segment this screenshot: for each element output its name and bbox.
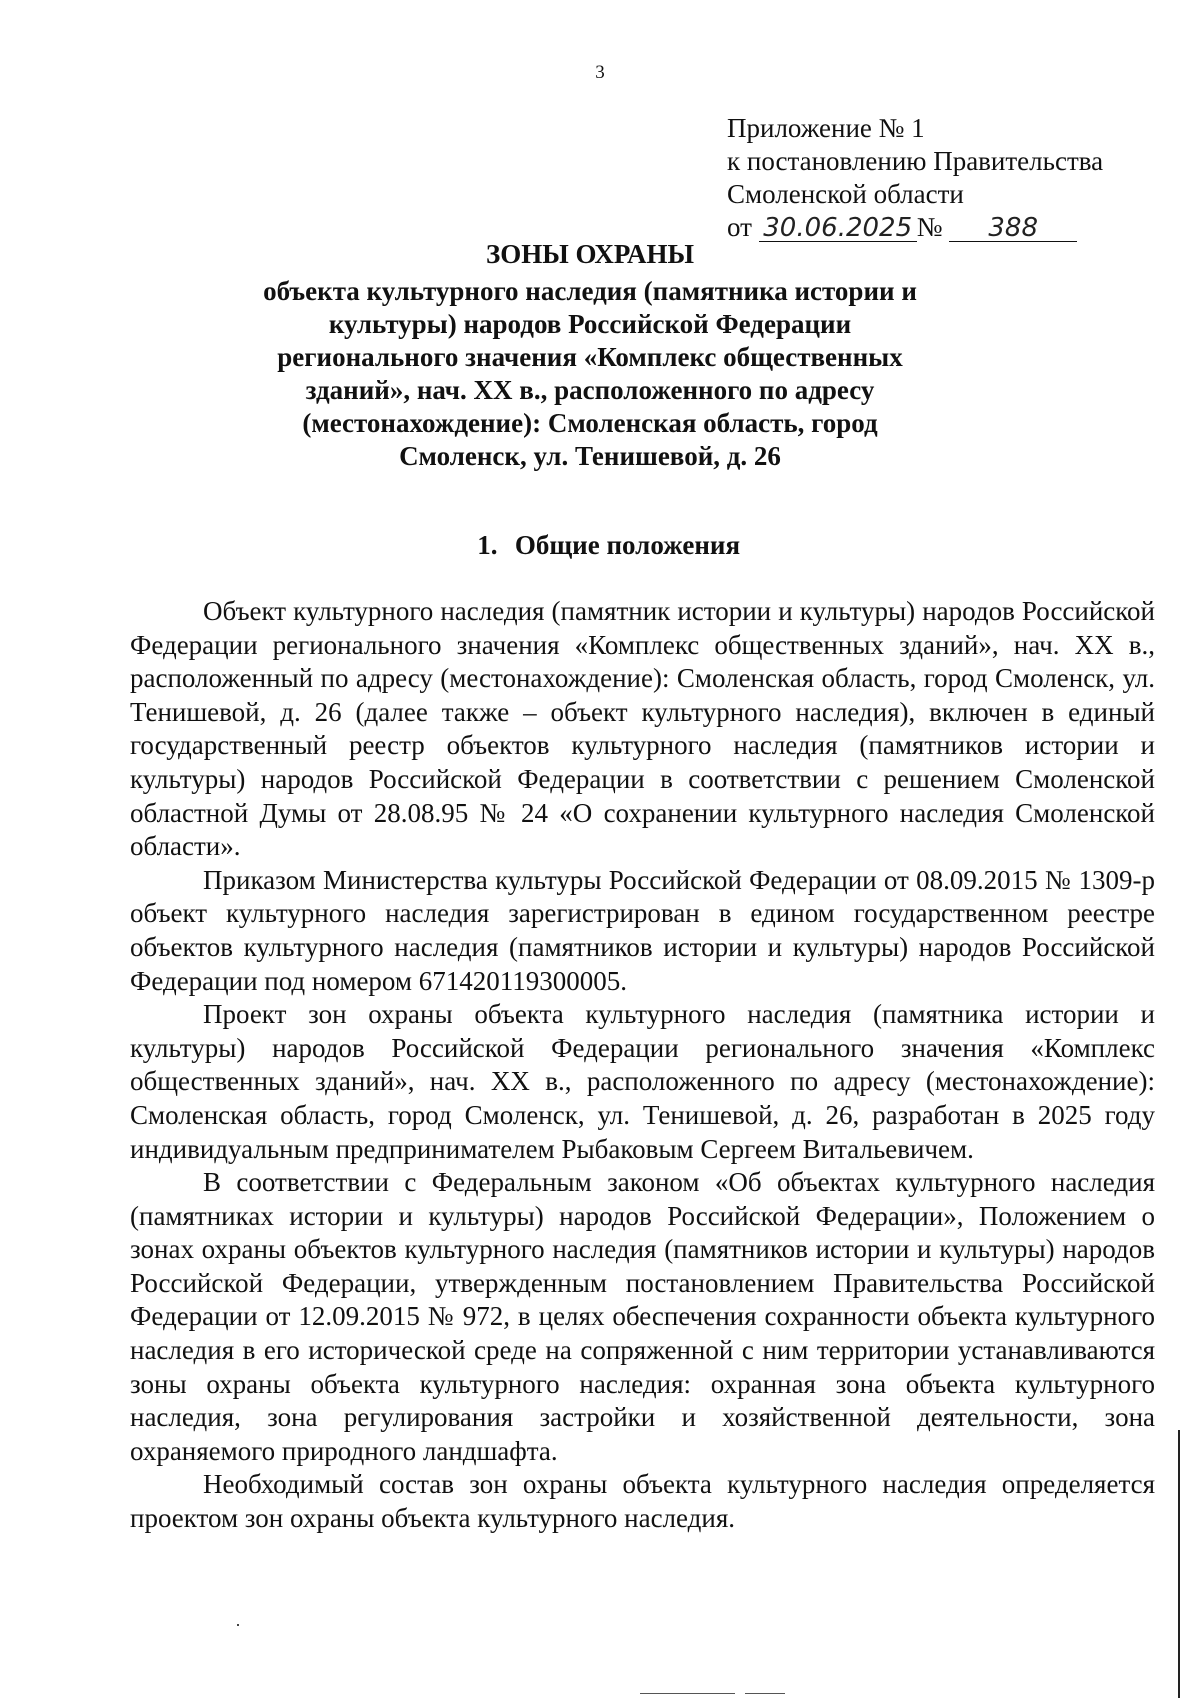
body-text — [130, 595, 1155, 1536]
appendix-authority: Смоленской области — [727, 179, 964, 209]
scan-artifact-dot — [237, 1624, 239, 1626]
document-title — [180, 238, 1000, 473]
title-line: (местонахождение): Смоленская область, город — [302, 408, 878, 438]
paragraph: Необходимый состав зон охраны объекта культурного наследия определяется проектом зон охраны объекта культурного наследия. — [130, 1469, 1155, 1534]
paragraph: Объект культурного наследия (памятник истории и культуры) народов Российской Федерации регионального значения «Комплекс общественных зданий», нач. XX в., расположенный по адресу (местонахождение): Смоленская область, город Смоленск, ул. Тенишевой, д. 26 (далее также – объект культурного наследия), включен в единый государственный реестр объектов культурного наследия (памятников истории и культуры) народов Российской Федерации в соответствии с решением Смоленской областной Думы от 28.08.95 № 24 «О сохранении культурного наследия Смоленской области». — [130, 596, 1155, 862]
title-line: зданий», нач. XX в., расположенного по адресу — [305, 375, 875, 405]
title-line: объекта культурного наследия (памятника истории и — [263, 276, 917, 306]
date-prefix: от — [727, 212, 752, 242]
number-prefix: № — [916, 212, 943, 242]
section-heading — [0, 530, 1200, 561]
handwritten-number: 388 — [949, 215, 1077, 242]
paragraph: В соответствии с Федеральным законом «Об объектах культурного наследия (памятниках истории и культуры) народов Российской Федерации», Положением о зонах охраны объектов культурного наследия (памятников истории и культуры) народов Российской Федерации, утвержденным постановлением Правительства Российской Федерации от 12.09.2015 № 972, в целях обеспечения сохранности объекта культурного наследия в его исторической среде на сопряженной с ним территории устанавливаются зоны охраны объекта культурного наследия: охранная зона объекта культурного наследия, зона регулирования застройки и хозяйственной деятельности, зона охраняемого природного ландшафта. — [130, 1167, 1155, 1466]
section-title: Общие положения — [514, 530, 741, 560]
page-number: 3 — [595, 62, 605, 83]
appendix-title: Приложение № 1 — [727, 113, 925, 143]
title-line: регионального значения «Комплекс общественных — [277, 342, 903, 372]
paragraph: Приказом Министерства культуры Российской Федерации от 08.09.2015 № 1309-р объект культурного наследия зарегистрирован в едином государственном реестре объектов культурного наследия (памятников истории и культуры) народов Российской Федерации под номером 671420119300005. — [130, 864, 1155, 996]
handwritten-date: 30.06.2025 — [759, 215, 917, 242]
title-line: Смоленск, ул. Тенишевой, д. 26 — [399, 441, 781, 471]
appendix-reference: к постановлению Правительства — [727, 146, 1104, 176]
title-line: культуры) народов Российской Федерации — [328, 309, 852, 339]
scan-artifact-line — [745, 1693, 785, 1694]
scan-artifact-line — [640, 1693, 735, 1694]
appendix-header — [727, 112, 1147, 244]
scan-edge-line — [1178, 1430, 1180, 1698]
section-number: 1. — [477, 530, 498, 560]
title-main: ЗОНЫ ОХРАНЫ — [486, 239, 694, 269]
paragraph: Проект зон охраны объекта культурного наследия (памятника истории и культуры) народов Российской Федерации регионального значения «Комплекс общественных зданий», нач. XX в., расположенного по адресу (местонахождение): Смоленская область, город Смоленск, ул. Тенишевой, д. 26, разработан в 2025 году индивидуальным предпринимателем Рыбаковым Сергеем Витальевичем. — [130, 999, 1155, 1164]
